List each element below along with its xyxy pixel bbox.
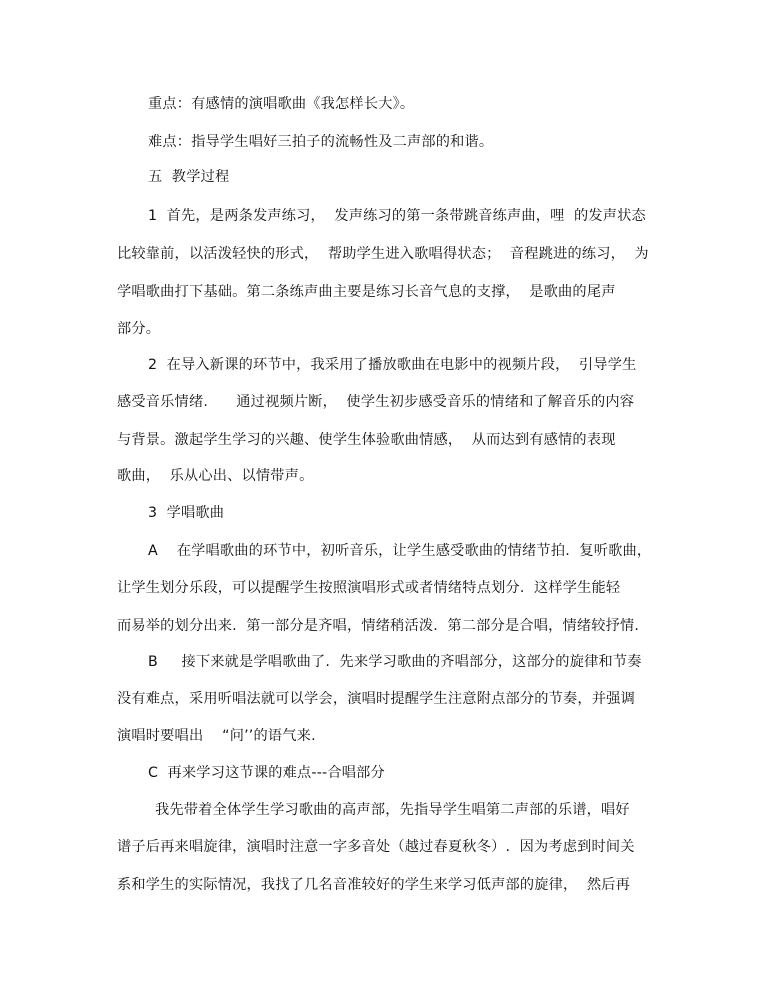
paragraph-line: 学唱歌曲打下基础。第二条练声曲主要是练习长音气息的支撑， 是歌曲的尾声 [117,284,616,300]
paragraph-line: 让学生划分乐段，可以提醒学生按照演唱形式或者情绪特点划分. 这样学生能轻 [117,580,621,596]
subsection-heading: 3 学唱歌曲 [148,505,225,521]
difficulty-line: 难点：指导学生唱好三拍子的流畅性及二声部的和谐。 [148,134,494,150]
paragraph-line: 与背景。激起学生学习的兴趣、使学生体验歌曲情感， 从而达到有感情的表现 [117,432,616,448]
paragraph-line: 我先带着全体学生学习歌曲的高声部，先指导学生唱第二声部的乐谱，唱好 [155,802,630,818]
paragraph-line: 歌曲， 乐从心出、以情带声。 [117,468,314,484]
paragraph-line: 系和学生的实际情况，我找了几名音准较好的学生来学习低声部的旋律， 然后再 [117,877,630,893]
key-point-line: 重点：有感情的演唱歌曲《我怎样长大》。 [148,96,415,112]
paragraph-line: A 在学唱歌曲的环节中，初听音乐，让学生感受歌曲的情绪节拍. 复听歌曲， [148,543,652,559]
paragraph-line: 谱子后再来唱旋律，演唱时注意一字多音处（越过春夏秋冬）. 因为考虑到时间关 [117,839,635,855]
paragraph-line: 感受音乐情绪. 通过视频片断， 使学生初步感受音乐的情绪和了解音乐的内容 [117,394,635,410]
paragraph-line: B 接下来就是学唱歌曲了. 先来学习歌曲的齐唱部分，这部分的旋律和节奏 [148,654,642,670]
paragraph-line: 2 在导入新课的环节中，我采用了播放歌曲在电影中的视频片段， 引导学生 [148,357,637,373]
paragraph-line: 1 首先，是两条发声练习， 发声练习的第一条带跳音练声曲，哩 的发声状态 [148,208,646,224]
paragraph-line: 而易举的划分出来. 第一部分是齐唱，情绪稍活泼. 第二部分是合唱，情绪较抒情. [117,618,640,634]
paragraph-line: 比较靠前，以活泼轻快的形式， 帮助学生进入歌唱得状态； 音程跳进的练习， 为 [117,246,649,262]
subsection-heading: C 再来学习这节课的难点---合唱部分 [148,765,385,781]
paragraph-line: 部分。 [117,321,161,337]
paragraph-line: 没有难点，采用听唱法就可以学会，演唱时提醒学生注意附点部分的节奏，并强调 [117,691,635,707]
paragraph-line: 演唱时要唱出 “问’’的语气来. [117,728,316,744]
section-heading: 五 教学过程 [148,169,230,185]
